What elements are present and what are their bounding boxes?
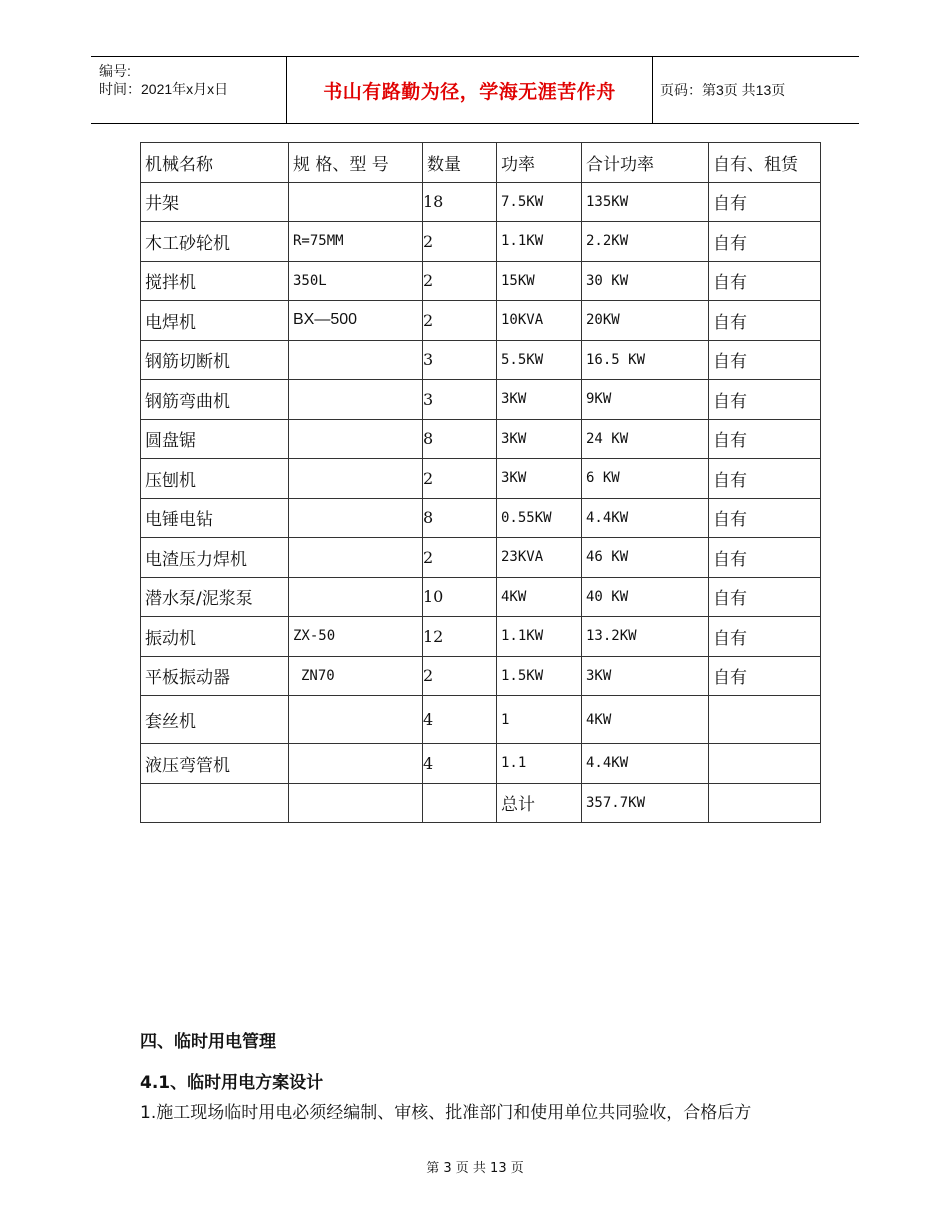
motto-text: 书山有路勤为径，学海无涯苦作舟 xyxy=(323,80,616,103)
name-cell: 平板振动器 xyxy=(141,656,289,696)
page-footer: 第 3 页 共 13 页 xyxy=(426,1161,524,1176)
header-meta xyxy=(91,57,286,123)
spec-cell xyxy=(289,419,423,459)
ownership-cell xyxy=(709,744,821,784)
ownership-cell: 自有 xyxy=(709,301,821,341)
ownership-cell: 自有 xyxy=(709,222,821,262)
subsection-title: 4.1、临时用电方案设计 xyxy=(140,1073,324,1093)
name-cell: 木工砂轮机 xyxy=(141,222,289,262)
total-power-cell: 4.4KW xyxy=(582,744,709,784)
qty-cell: 3 xyxy=(423,380,497,420)
power-cell: 3KW xyxy=(497,419,582,459)
power-cell: 1.1KW xyxy=(497,617,582,657)
power-cell: 10KVA xyxy=(497,301,582,341)
spec-cell xyxy=(289,783,423,823)
spec-cell: BX—500 xyxy=(289,301,423,341)
name-cell: 振动机 xyxy=(141,617,289,657)
spec-cell: ZX-50 xyxy=(289,617,423,657)
name-cell: 电渣压力焊机 xyxy=(141,538,289,578)
body-paragraph: 1.施工现场临时用电必须经编制、审核、批准部门和使用单位共同验收，合格后方 xyxy=(140,1103,752,1123)
qty-cell: 3 xyxy=(423,340,497,380)
table-row xyxy=(141,744,821,784)
spec-cell xyxy=(289,459,423,499)
table-row xyxy=(141,459,821,499)
header-motto-cell xyxy=(286,57,653,123)
qty-cell: 4 xyxy=(423,744,497,784)
table-row xyxy=(141,617,821,657)
total-power-cell: 135KW xyxy=(582,182,709,222)
total-power-cell: 2.2KW xyxy=(582,222,709,262)
doc-number-label: 编号: xyxy=(99,63,131,79)
total-power-cell: 9KW xyxy=(582,380,709,420)
qty-cell: 2 xyxy=(423,538,497,578)
ownership-cell: 自有 xyxy=(709,538,821,578)
power-cell: 0.55KW xyxy=(497,498,582,538)
table-row xyxy=(141,498,821,538)
total-power-cell: 4.4KW xyxy=(582,498,709,538)
doc-time-label: 时间：2021年x月x日 xyxy=(99,81,229,97)
total-power-cell: 40 KW xyxy=(582,577,709,617)
ownership-cell: 自有 xyxy=(709,261,821,301)
ownership-cell xyxy=(709,696,821,744)
name-cell: 液压弯管机 xyxy=(141,744,289,784)
spec-cell: 350L xyxy=(289,261,423,301)
total-power-cell: 20KW xyxy=(582,301,709,341)
qty-cell: 12 xyxy=(423,617,497,657)
power-cell: 1 xyxy=(497,696,582,744)
power-cell: 总计 xyxy=(497,783,582,823)
table-row xyxy=(141,222,821,262)
ownership-cell: 自有 xyxy=(709,656,821,696)
name-cell: 压刨机 xyxy=(141,459,289,499)
table-row xyxy=(141,656,821,696)
spec-cell xyxy=(289,744,423,784)
table-row xyxy=(141,419,821,459)
table-row xyxy=(141,577,821,617)
qty-cell: 8 xyxy=(423,419,497,459)
spec-cell xyxy=(289,380,423,420)
power-cell: 1.5KW xyxy=(497,656,582,696)
total-power-cell: 24 KW xyxy=(582,419,709,459)
total-power-cell: 6 KW xyxy=(582,459,709,499)
table-row xyxy=(141,182,821,222)
total-power-cell: 46 KW xyxy=(582,538,709,578)
qty-cell: 2 xyxy=(423,459,497,499)
qty-cell: 2 xyxy=(423,656,497,696)
power-cell: 3KW xyxy=(497,380,582,420)
page-info-text: 页码：第3页 共13页 xyxy=(660,82,786,98)
name-cell xyxy=(141,783,289,823)
spec-cell xyxy=(289,577,423,617)
name-cell: 电焊机 xyxy=(141,301,289,341)
power-cell: 23KVA xyxy=(497,538,582,578)
qty-cell xyxy=(423,783,497,823)
table-row xyxy=(141,301,821,341)
qty-cell: 2 xyxy=(423,222,497,262)
table-row xyxy=(141,380,821,420)
qty-cell: 4 xyxy=(423,696,497,744)
name-cell: 电锤电钻 xyxy=(141,498,289,538)
total-power-cell: 357.7KW xyxy=(582,783,709,823)
power-cell: 15KW xyxy=(497,261,582,301)
ownership-cell: 自有 xyxy=(709,459,821,499)
header-cell-name: 机械名称 xyxy=(141,143,289,183)
qty-cell: 2 xyxy=(423,261,497,301)
name-cell: 圆盘锯 xyxy=(141,419,289,459)
equipment-table-body xyxy=(141,143,821,823)
ownership-cell: 自有 xyxy=(709,380,821,420)
header-cell-power: 功率 xyxy=(497,143,582,183)
power-cell: 5.5KW xyxy=(497,340,582,380)
table-row xyxy=(141,538,821,578)
table-row xyxy=(141,261,821,301)
name-cell: 潜水泵/泥浆泵 xyxy=(141,577,289,617)
spec-cell xyxy=(289,696,423,744)
equipment-table xyxy=(140,142,821,823)
power-cell: 1.1 xyxy=(497,744,582,784)
total-power-cell: 4KW xyxy=(582,696,709,744)
header-cell-qty: 数量 xyxy=(423,143,497,183)
spec-cell xyxy=(289,538,423,578)
table-row xyxy=(141,783,821,823)
ownership-cell: 自有 xyxy=(709,419,821,459)
qty-cell: 10 xyxy=(423,577,497,617)
qty-cell: 18 xyxy=(423,182,497,222)
power-cell: 3KW xyxy=(497,459,582,499)
ownership-cell xyxy=(709,783,821,823)
total-power-cell: 13.2KW xyxy=(582,617,709,657)
name-cell: 钢筋切断机 xyxy=(141,340,289,380)
ownership-cell: 自有 xyxy=(709,577,821,617)
ownership-cell: 自有 xyxy=(709,617,821,657)
ownership-cell: 自有 xyxy=(709,498,821,538)
spec-cell xyxy=(289,498,423,538)
header-cell-total-power: 合计功率 xyxy=(582,143,709,183)
power-cell: 7.5KW xyxy=(497,182,582,222)
qty-cell: 8 xyxy=(423,498,497,538)
header-page-info xyxy=(652,57,859,123)
name-cell: 搅拌机 xyxy=(141,261,289,301)
name-cell: 钢筋弯曲机 xyxy=(141,380,289,420)
table-header-row xyxy=(141,143,821,183)
qty-cell: 2 xyxy=(423,301,497,341)
ownership-cell: 自有 xyxy=(709,340,821,380)
ownership-cell: 自有 xyxy=(709,182,821,222)
name-cell: 套丝机 xyxy=(141,696,289,744)
spec-cell: R=75MM xyxy=(289,222,423,262)
total-power-cell: 16.5 KW xyxy=(582,340,709,380)
document-header xyxy=(91,56,859,124)
spec-cell xyxy=(289,340,423,380)
name-cell: 井架 xyxy=(141,182,289,222)
total-power-cell: 30 KW xyxy=(582,261,709,301)
section-title: 四、临时用电管理 xyxy=(140,1032,276,1052)
total-power-cell: 3KW xyxy=(582,656,709,696)
spec-cell: ZN70 xyxy=(289,656,423,696)
spec-cell xyxy=(289,182,423,222)
table-row xyxy=(141,696,821,744)
power-cell: 1.1KW xyxy=(497,222,582,262)
header-cell-ownership: 自有、租赁 xyxy=(709,143,821,183)
power-cell: 4KW xyxy=(497,577,582,617)
header-cell-spec: 规 格、型 号 xyxy=(289,143,423,183)
table-row xyxy=(141,340,821,380)
